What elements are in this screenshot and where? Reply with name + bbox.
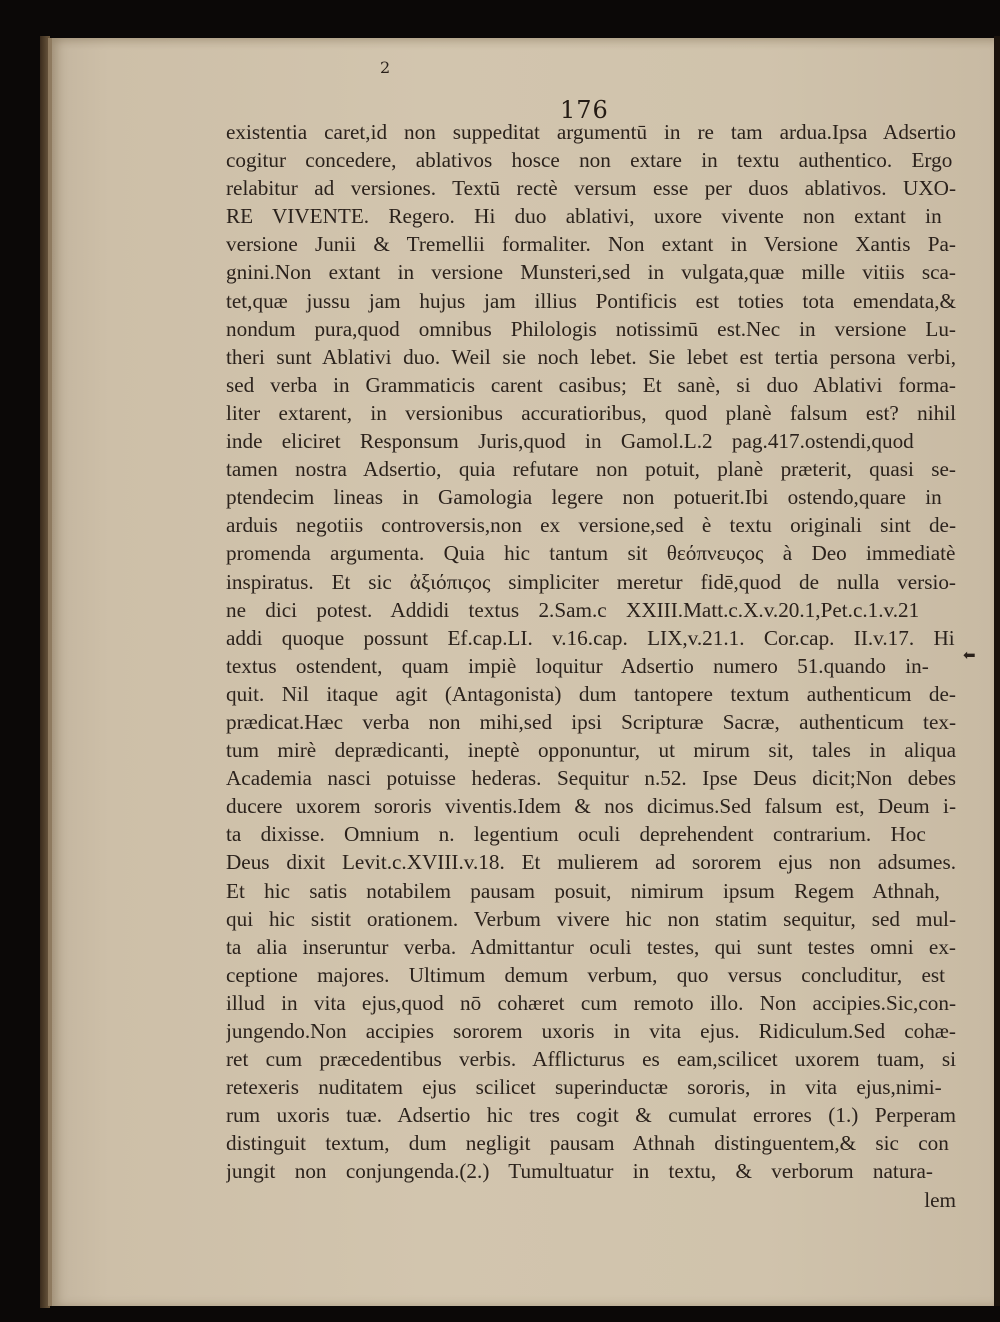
text-line: ta dixisse. Omnium n. legentium oculi deprehendent contrarium. Hoc	[226, 822, 926, 847]
text-line: Deus dixit Levit.c.XVIII.v.18. Et mulierem ad sororem ejus non adsumes.	[226, 850, 956, 875]
text-line: jungendo.Non accipies sororem uxoris in vita ejus. Ridiculum.Sed cohæ-	[226, 1019, 956, 1043]
text-line: Et hic satis notabilem pausam posuit, nimirum ipsum Regem Athnah,	[226, 878, 940, 903]
text-line: quit. Nil itaque agit (Antagonista) dum tantopere textum authenticum de-	[226, 681, 956, 706]
text-line: inspiratus. Et sic ἀξιόπιςος simpliciter meretur fidē,quod de nulla versio-	[226, 569, 956, 594]
text-line: ne dici potest. Addidi textus 2.Sam.c XXIII.Matt.c.X.v.20.1,Pet.c.1.v.21	[226, 597, 920, 622]
page-edge	[994, 36, 1000, 1306]
text-line: qui hic sistit orationem. Verbum vivere hic non statim sequitur, sed mul-	[226, 906, 956, 931]
text-line: tamen nostra Adsertio, quia refutare non potuit, planè præterit, quasi se-	[226, 457, 956, 482]
text-line: relabitur ad versiones. Textū rectè versum esse per duos ablativos. UXO-	[226, 176, 956, 201]
page-number: 176	[560, 96, 609, 124]
text-line: ret cum præcedentibus verbis. Afflicturus es eam,scilicet uxorem tuam, si	[226, 1047, 956, 1072]
text-line: retexeris nuditatem ejus scilicet superinductæ sororis, in vita ejus,nimi-	[226, 1075, 942, 1100]
catchword: lem	[924, 1187, 956, 1212]
text-line: tum mirè deprædicanti, ineptè opponuntur, ut mirum sit, tales in aliqua	[226, 738, 956, 763]
text-line: ta alia inseruntur verba. Admittantur oculi testes, qui sunt testes omni ex-	[226, 934, 956, 959]
text-line: distinguit textum, dum negligit pausam Athnah distinguentem,& sic con	[226, 1131, 949, 1156]
text-line: arduis negotiis controversis,non ex versione,sed è textu originali sint de-	[226, 513, 956, 538]
text-line: cogitur concedere, ablativos hosce non extare in textu authentico. Ergo	[226, 148, 953, 173]
text-line: rum uxoris tuæ. Adsertio hic tres cogit & cumulat errores (1.) Perperam	[226, 1103, 956, 1128]
text-line: liter extarent, in versionibus accuratioribus, quod planè falsum est? nihil	[226, 400, 956, 425]
text-line: prædicat.Hæc verba non mihi,sed ipsi Scripturæ Sacræ, authenticum tex-	[226, 709, 956, 734]
text-line: jungit non conjungenda.(2.) Tumultuatur in textu, & verborum natura-	[226, 1159, 933, 1184]
text-line: ceptione majores. Ultimum demum verbum, quo versus concluditur, est	[226, 962, 945, 987]
text-line: Academia nasci potuisse hederas. Sequitur n.52. Ipse Deus dicit;Non debes	[226, 766, 956, 791]
top-mark: 2	[380, 58, 391, 77]
text-line: gnini.Non extant in versione Munsteri,sed in vulgata,quæ mille vitiis sca-	[226, 260, 956, 285]
text-line: nondum pura,quod omnibus Philologis notissimū est.Nec in versione Lu-	[226, 316, 956, 341]
text-line: addi quoque possunt Ef.cap.LI. v.16.cap. LIX,v.21.1. Cor.cap. II.v.17. Hi	[226, 625, 955, 650]
text-line: sed verba in Grammaticis carent casibus; Et sanè, si duo Ablativi forma-	[226, 372, 956, 397]
text-line: inde eliciret Responsum Juris,quod in Gamol.L.2 pag.417.ostendi,quod	[226, 429, 914, 454]
text-line: ducere uxorem sororis viventis.Idem & nos dicimus.Sed falsum est, Deum i-	[226, 794, 956, 819]
text-line: theri sunt Ablativi duo. Weil sie noch lebet. Sie lebet est tertia persona verbi,	[226, 344, 956, 369]
text-line: existentia caret,id non suppeditat argumentū in re tam ardua.Ipsa Adsertio	[226, 120, 956, 144]
body-text	[226, 118, 956, 1214]
text-line: illud in vita ejus,quod nō cohæret cum remoto illo. Non accipies.Sic,con-	[226, 990, 956, 1015]
margin-mark-icon: ⬅	[963, 646, 976, 664]
text-line: versione Junii & Tremellii formaliter. Non extant in Versione Xantis Pa-	[226, 232, 956, 257]
text-line: textus ostendent, quam impiè loquitur Adsertio numero 51.quando in-	[226, 653, 929, 678]
text-line: RE VIVENTE. Regero. Hi duo ablativi, uxore vivente non extant in	[226, 204, 942, 229]
text-line: tet,quæ jussu jam hujus jam illius Pontificis est toties tota emendata,&	[226, 288, 956, 313]
text-line: ptendecim lineas in Gamologia legere non potuerit.Ibi ostendo,quare in	[226, 485, 942, 510]
text-line: promenda argumenta. Quia hic tantum sit θεόπνευςος à Deo immediatè	[226, 541, 956, 566]
